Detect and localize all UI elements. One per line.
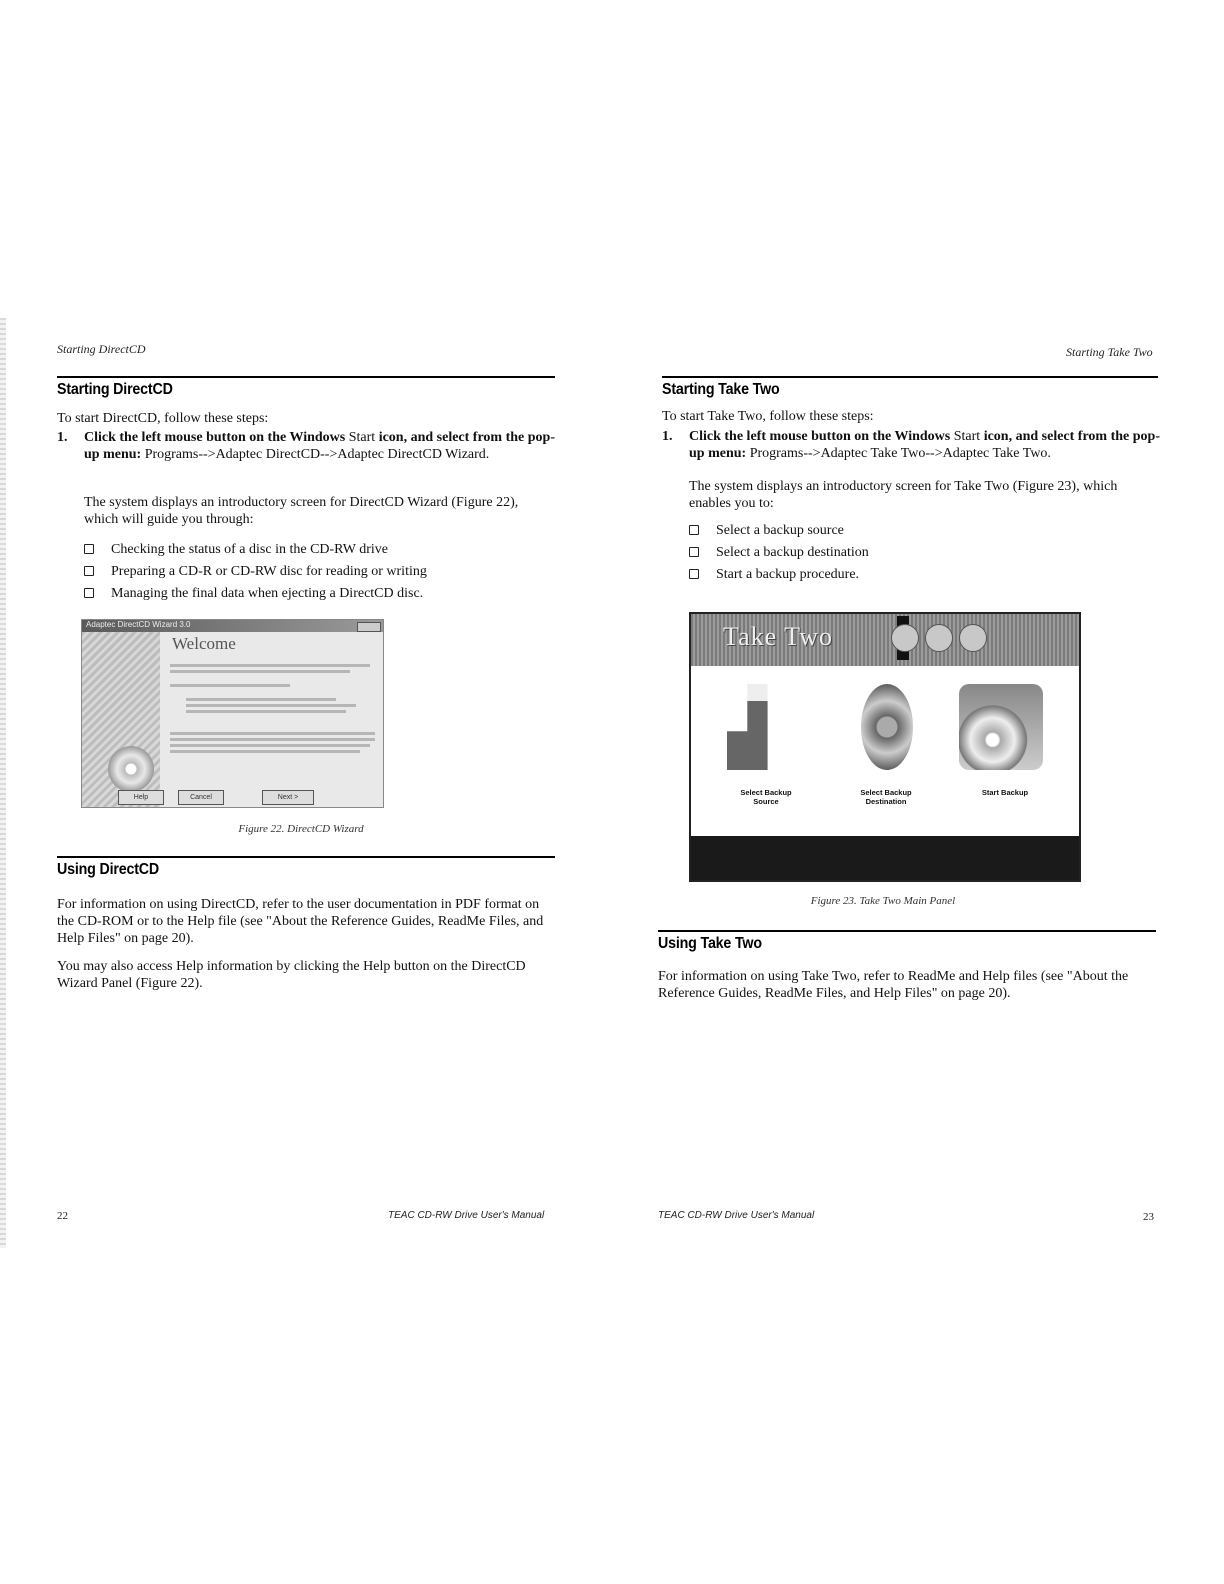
checkbox-bullet-icon <box>689 525 699 535</box>
using-directcd-paragraph-1: For information on using DirectCD, refer to the user documentation in PDF format on the CD-ROM or to the Help file (see "About the Reference Guides, ReadMe Files, and Help Files" on page 20). <box>57 897 544 946</box>
wizard-text-line <box>170 750 360 753</box>
checkbox-bullet-icon <box>84 566 94 576</box>
step-number: 1. <box>57 430 68 445</box>
checkbox-bullet-icon <box>689 547 699 557</box>
running-head-right: Starting Take Two <box>1066 345 1153 359</box>
description-text: The system displays an introductory screen for Take Two (Figure 23), which enables you to: <box>689 479 1118 511</box>
heading-rule <box>57 376 555 378</box>
step-1 <box>662 428 1162 462</box>
running-head-left: Starting DirectCD <box>57 342 146 356</box>
step-bold-text-2: icon, and select from the pop-up menu: <box>84 430 555 462</box>
section-heading-starting-directcd: Starting DirectCD <box>57 381 173 398</box>
step-bold-text: Click the left mouse button on the Windows <box>84 430 346 445</box>
heading-rule <box>658 930 1156 932</box>
section-heading-starting-take-two: Starting Take Two <box>662 381 780 398</box>
checkbox-bullet-icon <box>84 544 94 554</box>
list-item: Select a backup destination <box>689 544 1159 566</box>
wizard-help-button: Help <box>118 790 164 805</box>
list-item: Start a backup procedure. <box>689 566 1159 588</box>
backup-destination-icon <box>861 684 913 770</box>
window-controls-icon <box>357 622 381 632</box>
wizard-next-button: Next > <box>262 790 314 805</box>
using-directcd-paragraph-2: You may also access Help information by clicking the Help button on the DirectCD Wizard Panel (Figure 22). <box>57 959 526 991</box>
page-number-right: 23 <box>1143 1211 1154 1223</box>
wizard-text-line <box>186 704 356 707</box>
section-heading-using-directcd: Using DirectCD <box>57 861 160 878</box>
step-bold-text: Click the left mouse button on the Windows <box>689 429 951 444</box>
footer-manual-title-right: TEAC CD-RW Drive User's Manual <box>658 1210 815 1221</box>
help-icon <box>959 624 987 652</box>
cd-disc-icon <box>108 746 154 792</box>
step-plain-text: Start <box>345 430 379 445</box>
banner-icon-row <box>891 624 987 652</box>
checkbox-bullet-icon <box>689 569 699 579</box>
step-bold-text-2: icon, and select from the pop-up menu: <box>689 429 1160 461</box>
list-item: Managing the final data when ejecting a DirectCD disc. <box>84 585 554 607</box>
take-two-status-bar <box>691 836 1079 880</box>
backup-source-icon <box>727 684 785 770</box>
start-backup-icon <box>959 684 1043 770</box>
step-1 <box>57 429 557 463</box>
wizard-text-line <box>186 710 346 713</box>
label-start-backup: Start Backup <box>981 788 1029 797</box>
list-item: Preparing a CD-R or CD-RW disc for reading or writing <box>84 563 554 585</box>
window-title-bar: Adaptec DirectCD Wizard 3.0 <box>82 620 383 632</box>
take-two-logo: Take Two <box>723 622 834 651</box>
wizard-text-line <box>170 684 290 687</box>
label-select-backup-destination: Select Backup Destination <box>860 788 912 806</box>
scan-edge-shadow <box>0 318 6 1248</box>
intro-text: To start DirectCD, follow these steps: <box>57 411 269 426</box>
label-select-backup-source: Select Backup Source <box>740 788 792 806</box>
checkbox-bullet-icon <box>84 588 94 598</box>
wizard-text-line <box>170 732 375 735</box>
page-number-left: 22 <box>57 1210 68 1222</box>
step-menu-path: Programs-->Adaptec DirectCD-->Adaptec DirectCD Wizard. <box>141 447 490 462</box>
wizard-text-line <box>186 698 336 701</box>
bullet-list <box>689 522 1159 588</box>
wizard-welcome-title: Welcome <box>172 634 236 653</box>
intro-text: To start Take Two, follow these steps: <box>662 409 874 424</box>
settings-icon <box>891 624 919 652</box>
step-number: 1. <box>662 429 673 444</box>
wizard-text-line <box>170 744 370 747</box>
bullet-list <box>84 541 554 607</box>
figure-caption-22: Figure 22. DirectCD Wizard <box>238 823 364 835</box>
heading-rule <box>57 856 555 858</box>
footer-manual-title-left: TEAC CD-RW Drive User's Manual <box>388 1210 545 1221</box>
figure-directcd-wizard-screenshot <box>81 619 384 808</box>
list-item: Checking the status of a disc in the CD-RW drive <box>84 541 554 563</box>
wizard-text-line <box>170 670 350 673</box>
list-item: Select a backup source <box>689 522 1159 544</box>
wizard-text-line <box>170 664 370 667</box>
using-take-two-paragraph: For information on using Take Two, refer to ReadMe and Help files (see "About the Reference Guides, ReadMe Files, and Help Files" on page 20). <box>658 969 1129 1001</box>
figure-take-two-main-panel-screenshot <box>689 612 1081 882</box>
description-text: The system displays an introductory screen for DirectCD Wizard (Figure 22), which will guide you through: <box>84 495 519 527</box>
wizard-text-line <box>170 738 375 741</box>
figure-caption-23: Figure 23. Take Two Main Panel <box>810 895 956 907</box>
wizard-cancel-button: Cancel <box>178 790 224 805</box>
info-icon <box>925 624 953 652</box>
step-plain-text: Start <box>950 429 984 444</box>
step-menu-path: Programs-->Adaptec Take Two-->Adaptec Take Two. <box>746 446 1051 461</box>
heading-rule <box>662 376 1158 378</box>
section-heading-using-take-two: Using Take Two <box>658 935 762 952</box>
